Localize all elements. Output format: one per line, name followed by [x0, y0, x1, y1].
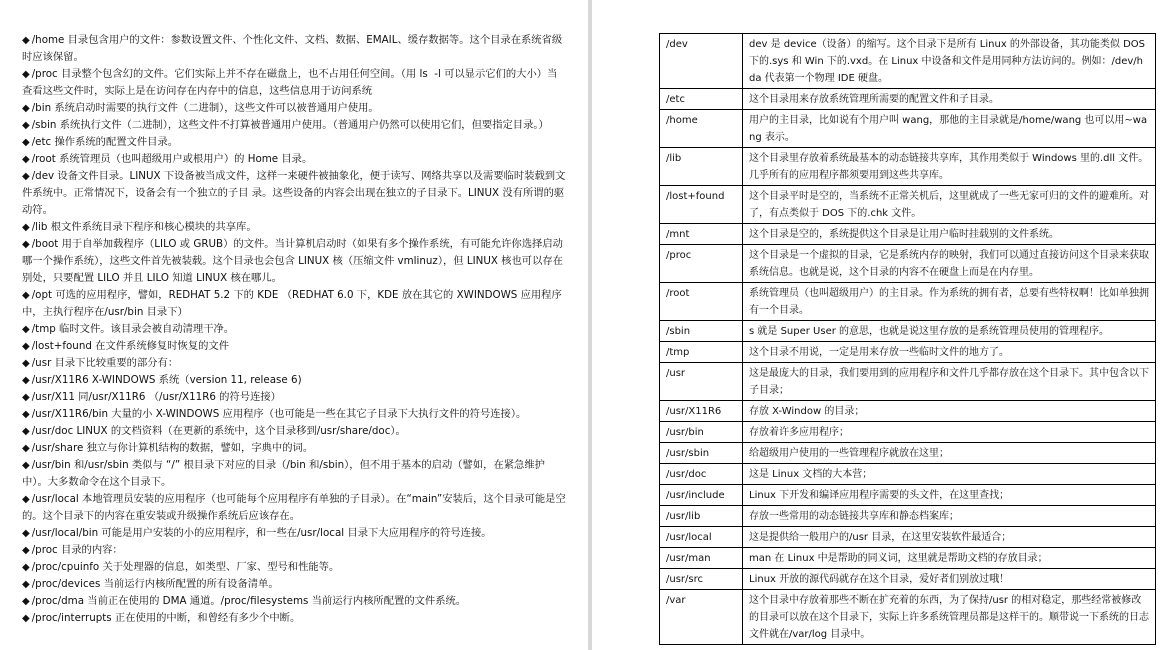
left-line-text: /proc/devices 当前运行内核所配置的所有设备清单。	[31, 578, 279, 590]
left-line-text: /usr 目录下比较重要的部分有：	[31, 357, 179, 369]
table-row	[660, 224, 1156, 245]
left-line	[22, 168, 566, 219]
table-row	[660, 443, 1156, 464]
table-row	[660, 401, 1156, 422]
diamond-bullet-icon: ◆	[22, 562, 30, 573]
left-line	[22, 525, 566, 542]
directory-description-cell: 这个目录中存放着那些不断在扩充着的东西，为了保持/usr 的相对稳定，那些经常被修改的目录可以放在这个目录下，实际上许多系统管理员都是这样干的。顺带说一下系统的日志文件就在/var/log 目录中。	[743, 590, 1156, 645]
left-line	[22, 542, 566, 559]
left-line-text: /lib 根文件系统目录下程序和核心模块的共享库。	[31, 221, 257, 233]
left-line-text: /proc/interrupts 正在使用的中断，和曾经有多少个中断。	[31, 612, 301, 624]
table-row	[660, 527, 1156, 548]
directory-path-cell: /usr/src	[660, 569, 743, 590]
left-line-text: /proc/dma 当前正在使用的 DMA 通道。/proc/filesystems 当前运行内核所配置的文件系统。	[31, 595, 467, 607]
left-line-text: /home 目录包含用户的文件：参数设置文件、个性化文件、文档、数据、EMAIL、缓存数据等。这个目录在系统省级时应该保留。	[22, 34, 563, 63]
directory-path-cell: /usr/sbin	[660, 443, 743, 464]
left-line	[22, 66, 566, 100]
table-row	[660, 110, 1156, 148]
directory-description-cell: 给超级用户使用的一些管理程序就放在这里；	[743, 443, 1156, 464]
diamond-bullet-icon: ◆	[22, 443, 30, 454]
diamond-bullet-icon: ◆	[22, 35, 30, 46]
directory-path-cell: /proc	[660, 245, 743, 283]
directory-description-cell: 系统管理员（也叫超级用户）的主目录。作为系统的拥有者，总要有些特权啊！比如单独拥有一个目录。	[743, 283, 1156, 321]
left-line-text: /bin 系统启动时需要的执行文件（二进制），这些文件可以被普通用户使用。	[31, 102, 379, 114]
diamond-bullet-icon: ◆	[22, 137, 30, 148]
left-line	[22, 236, 566, 287]
left-line	[22, 100, 566, 117]
left-line	[22, 355, 566, 372]
directory-path-cell: /usr/X11R6	[660, 401, 743, 422]
directory-path-cell: /mnt	[660, 224, 743, 245]
directory-description-cell: 这是 Linux 文档的大本营；	[743, 464, 1156, 485]
directory-description-cell: 存放 X-Window 的目录；	[743, 401, 1156, 422]
directory-description-cell: Linux 开放的源代码就存在这个目录，爱好者们别放过哦！	[743, 569, 1156, 590]
directory-description-cell: Linux 下开发和编译应用程序需要的头文件，在这里查找；	[743, 485, 1156, 506]
directory-path-cell: /usr/doc	[660, 464, 743, 485]
directory-path-cell: /lost+found	[660, 186, 743, 224]
diamond-bullet-icon: ◆	[22, 341, 30, 352]
diamond-bullet-icon: ◆	[22, 375, 30, 386]
left-line	[22, 389, 566, 406]
table-row	[660, 422, 1156, 443]
left-line	[22, 423, 566, 440]
directory-description-cell: 存放着许多应用程序；	[743, 422, 1156, 443]
diamond-bullet-icon: ◆	[22, 596, 30, 607]
table-row	[660, 569, 1156, 590]
diamond-bullet-icon: ◆	[22, 494, 30, 505]
diamond-bullet-icon: ◆	[22, 103, 30, 114]
table-row	[660, 245, 1156, 283]
diamond-bullet-icon: ◆	[22, 409, 30, 420]
directory-description-cell: 这个目录里存放着系统最基本的动态链接共享库，其作用类似于 Windows 里的.dll 文件。几乎所有的应用程序都须要用到这些共享库。	[743, 148, 1156, 186]
directory-path-cell: /sbin	[660, 321, 743, 342]
directory-path-cell: /usr/include	[660, 485, 743, 506]
left-line-text: /proc 目录整个包含幻的文件。它们实际上并不存在磁盘上，也不占用任何空间。（用 ls -l 可以显示它们的大小）当查看这些文件时，实际上是在访问存在内存中的信息，这些信息用于访问系统	[22, 68, 558, 97]
directory-description-cell: 存放一些常用的动态链接共享库和静态档案库；	[743, 506, 1156, 527]
left-line	[22, 151, 566, 168]
diamond-bullet-icon: ◆	[22, 528, 30, 539]
left-line	[22, 134, 566, 151]
left-line-text: /usr/local/bin 可能是用户安装的小的应用程序，和一些在/usr/local 目录下大应用程序的符号连接。	[31, 527, 492, 539]
diamond-bullet-icon: ◆	[22, 171, 30, 182]
left-line	[22, 559, 566, 576]
table-row	[660, 485, 1156, 506]
table-row	[660, 34, 1156, 89]
directory-path-cell: /lib	[660, 148, 743, 186]
diamond-bullet-icon: ◆	[22, 613, 30, 624]
left-line-text: /usr/X11 同/usr/X11R6 （/usr/X11R6 的符号连接）	[31, 391, 281, 403]
left-line	[22, 117, 566, 134]
directory-description-cell: s 就是 Super User 的意思，也就是说这里存放的是系统管理员使用的管理程序。	[743, 321, 1156, 342]
directory-path-cell: /usr/man	[660, 548, 743, 569]
left-line-text: /proc/cpuinfo 关于处理器的信息，如类型、厂家、型号和性能等。	[31, 561, 340, 573]
left-line-text: /root 系统管理员（也叫超级用户或根用户）的 Home 目录。	[31, 153, 313, 165]
left-line	[22, 219, 566, 236]
left-line	[22, 406, 566, 423]
left-line	[22, 491, 566, 525]
directory-description-cell: man 在 Linux 中是帮助的同义词，这里就是帮助文档的存放目录；	[743, 548, 1156, 569]
directory-description-cell: 这是提供给一般用户的/usr 目录，在这里安装软件最适合；	[743, 527, 1156, 548]
directory-path-cell: /tmp	[660, 342, 743, 363]
left-line-text: /etc 操作系统的配置文件目录。	[31, 136, 179, 148]
left-line-text: /opt 可选的应用程序，譬如，REDHAT 5.2 下的 KDE （REDHAT 6.0 下，KDE 放在其它的 XWINDOWS 应用程序中，主执行程序在/usr/bin 目录下）	[22, 289, 562, 318]
directory-table	[659, 33, 1156, 645]
left-line	[22, 372, 566, 389]
left-line-text: /tmp 临时文件。该目录会被自动清理干净。	[31, 323, 235, 335]
table-row	[660, 186, 1156, 224]
table-row	[660, 590, 1156, 645]
left-line	[22, 576, 566, 593]
table-row	[660, 89, 1156, 110]
diamond-bullet-icon: ◆	[22, 239, 30, 250]
diamond-bullet-icon: ◆	[22, 460, 30, 471]
directory-description-cell: 这个目录不用说，一定是用来存放一些临时文件的地方了。	[743, 342, 1156, 363]
diamond-bullet-icon: ◆	[22, 392, 30, 403]
left-line-text: /usr/X11R6/bin 大量的小 X-WINDOWS 应用程序（也可能是一些在其它子目录下大执行文件的符号连接）。	[31, 408, 527, 420]
left-line	[22, 338, 566, 355]
diamond-bullet-icon: ◆	[22, 222, 30, 233]
table-row	[660, 506, 1156, 527]
directory-description-cell: 用户的主目录，比如说有个用户叫 wang，那他的主目录就是/home/wang 也可以用~wang 表示。	[743, 110, 1156, 148]
diamond-bullet-icon: ◆	[22, 579, 30, 590]
left-line-text: /usr/bin 和/usr/sbin 类似与 “/” 根目录下对应的目录（/bin 和/sbin），但不用于基本的启动（譬如，在紧急维护中）。大多数命令在这个目录下。	[22, 459, 545, 488]
directory-path-cell: /usr/bin	[660, 422, 743, 443]
directory-description-cell: dev 是 device（设备）的缩写。这个目录下是所有 Linux 的外部设备，其功能类似 DOS 下的.sys 和 Win 下的.vxd。在 Linux 中设备和文件是用同种方法访问的。例如：/dev/hda 代表第一个物理 IDE 硬盘。	[743, 34, 1156, 89]
table-row	[660, 342, 1156, 363]
table-row	[660, 321, 1156, 342]
diamond-bullet-icon: ◆	[22, 154, 30, 165]
diamond-bullet-icon: ◆	[22, 545, 30, 556]
left-line	[22, 32, 566, 66]
directory-description-cell: 这个目录是一个虚拟的目录，它是系统内存的映射，我们可以通过直接访问这个目录来获取系统信息。也就是说，这个目录的内容不在硬盘上而是在内存里。	[743, 245, 1156, 283]
table-row	[660, 464, 1156, 485]
left-line-text: /usr/local 本地管理员安装的应用程序（也可能每个应用程序有单独的子目录）。在“main”安装后，这个目录可能是空的。这个目录下的内容在重安装或升级操作系统后应该存在。	[22, 493, 566, 522]
table-row	[660, 363, 1156, 401]
left-line	[22, 593, 566, 610]
diamond-bullet-icon: ◆	[22, 290, 30, 301]
directory-description-cell: 这个目录平时是空的，当系统不正常关机后，这里就成了一些无家可归的文件的避难所。对了，有点类似于 DOS 下的.chk 文件。	[743, 186, 1156, 224]
diamond-bullet-icon: ◆	[22, 426, 30, 437]
directory-path-cell: /usr	[660, 363, 743, 401]
directory-description-cell: 这个目录用来存放系统管理所需要的配置文件和子目录。	[743, 89, 1156, 110]
diamond-bullet-icon: ◆	[22, 324, 30, 335]
left-line	[22, 457, 566, 491]
table-row	[660, 148, 1156, 186]
directory-path-cell: /root	[660, 283, 743, 321]
diamond-bullet-icon: ◆	[22, 69, 30, 80]
left-line-text: /lost+found 在文件系统修复时恢复的文件	[31, 340, 230, 352]
directory-path-cell: /dev	[660, 34, 743, 89]
left-line-text: /sbin 系统执行文件（二进制），这些文件不打算被普通用户使用。（普通用户仍然可以使用它们，但要指定目录。）	[31, 119, 549, 131]
left-page-lines	[0, 0, 588, 627]
left-line	[22, 610, 566, 627]
directory-path-cell: /usr/lib	[660, 506, 743, 527]
left-line	[22, 321, 566, 338]
directory-description-cell: 这是最庞大的目录，我们要用到的应用程序和文件几乎都存放在这个目录下。其中包含以下子目录；	[743, 363, 1156, 401]
table-row	[660, 548, 1156, 569]
directory-path-cell: /usr/local	[660, 527, 743, 548]
right-page	[592, 0, 1175, 650]
table-row	[660, 283, 1156, 321]
directory-path-cell: /etc	[660, 89, 743, 110]
directory-description-cell: 这个目录是空的，系统提供这个目录是让用户临时挂载别的文件系统。	[743, 224, 1156, 245]
diamond-bullet-icon: ◆	[22, 120, 30, 131]
left-line-text: /usr/doc LINUX 的文档资料（在更新的系统中，这个目录移到/usr/share/doc）。	[31, 425, 406, 437]
left-line-text: /boot 用于自举加载程序（LILO 或 GRUB）的文件。当计算机启动时（如果有多个操作系统，有可能允许你选择启动哪一个操作系统），这些文件首先被装载。这个目录也会包含 LINUX 核（压缩文件 vmlinuz），但 LINUX 核也可以存在别处，只要配置 LILO 并且 LILO 知道 LINUX 核在哪儿。	[22, 238, 563, 284]
diamond-bullet-icon: ◆	[22, 358, 30, 369]
left-line	[22, 287, 566, 321]
directory-path-cell: /var	[660, 590, 743, 645]
left-line-text: /proc 目录的内容：	[31, 544, 123, 556]
left-line-text: /dev 设备文件目录。LINUX 下设备被当成文件，这样一来硬件被抽象化，便于读写、网络共享以及需要临时装载到文件系统中。正常情况下，设备会有一个独立的子目 录。这些设备的内容会出现在独立的子目录下。LINUX 没有所谓的驱动符。	[22, 170, 566, 216]
left-line-text: /usr/X11R6 X-WINDOWS 系统（version 11, release 6)	[31, 374, 302, 386]
left-line-text: /usr/share 独立与你计算机结构的数据，譬如，字典中的词。	[31, 442, 314, 454]
left-line	[22, 440, 566, 457]
directory-path-cell: /home	[660, 110, 743, 148]
